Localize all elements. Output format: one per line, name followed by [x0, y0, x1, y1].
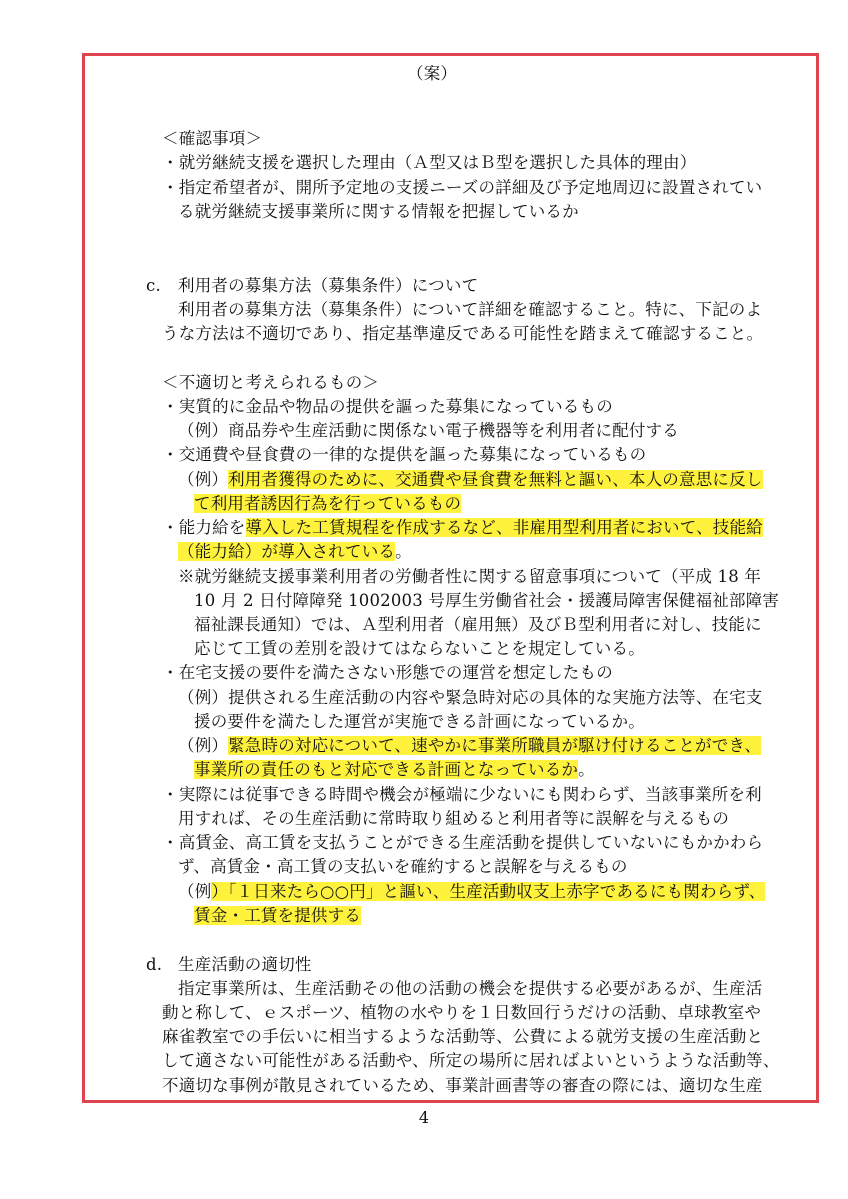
- example-prefix: （例）: [178, 470, 229, 489]
- bullet-4-example-1-line-1: （例）提供される生産活動の内容や緊急時対応の具体的な実施方法等、在宅支: [178, 688, 763, 707]
- note-line-2: 10 月 2 日付障障発 1002003 号厚生労働省社会・援護局障害保健福祉部障害: [194, 591, 780, 610]
- bullet-3-line-1: [162, 516, 763, 540]
- highlighted-text: 利用者獲得のために、交通費や昼食費を無料と謳い、本人の意思に反し: [228, 470, 763, 489]
- bullet-6-line-2: ず、高賃金・高工賃の支払いを確約すると誤解を与えるもの: [178, 857, 628, 876]
- section-d-line-4: して適さない可能性がある活動や、所定の場所に居ればよいというような活動等、: [162, 1051, 780, 1070]
- bullet-2-example-line-1: [178, 468, 763, 492]
- highlighted-text: ）「１日来たら○○円」と謳い、生産活動収支上赤字であるにも関わらず、: [211, 882, 766, 901]
- section-d-marker: d.: [146, 955, 163, 974]
- highlighted-text: 事業所の責任のもと対応できる計画となっているか: [194, 760, 579, 779]
- note-line-4: 応じて工賃の差別を設けてはならないことを規定している。: [194, 639, 645, 658]
- bullet-4-example-2-line-1: [178, 734, 761, 758]
- section-d-title: 生産活動の適切性: [178, 955, 312, 974]
- bullet-2: ・交通費や昼食費の一律的な提供を謳った募集になっているもの: [162, 445, 647, 464]
- bullet-3-line-2: [178, 540, 412, 564]
- bullet-4-example-2-line-2: [194, 758, 595, 782]
- bullet-1-example: （例）商品券や生産活動に関係ない電子機器等を利用者に配付する: [178, 421, 679, 440]
- confirm-heading: ＜確認事項＞: [162, 129, 263, 148]
- bullet-3-prefix: ・能力給を: [162, 518, 246, 537]
- section-d-line-3: 麻雀教室での手伝いに相当するような活動等、公費による就労支援の生産活動と: [162, 1027, 764, 1046]
- section-c-intro-line-2: うな方法は不適切であり、指定基準違反である可能性を踏まえて確認すること。: [162, 324, 764, 343]
- bullet-4: ・在宅支援の要件を満たさない形態での運営を想定したもの: [162, 663, 613, 682]
- section-c-intro-line-1: 利用者の募集方法（募集条件）について詳細を確認すること。特に、下記のよ: [178, 300, 763, 319]
- highlighted-text: （能力給）が導入されている: [178, 542, 396, 561]
- page-number: 4: [418, 1108, 430, 1127]
- note-line-3: 福祉課長通知）では、Ａ型利用者（雇用無）及びＢ型利用者に対し、技能に: [194, 615, 762, 634]
- example-prefix: （例: [178, 882, 212, 901]
- bullet-6-line-1: ・高賃金、高工賃を支払うことができる生産活動を提供していないにもかかわら: [162, 833, 764, 852]
- confirm-item-2-line-2: る就労継続支援事業所に関する情報を把握しているか: [178, 202, 579, 221]
- bullet-6-example-line-2: [194, 904, 361, 928]
- bullet-3-suffix: 。: [395, 542, 412, 561]
- bullet-6-example-line-1: [178, 880, 765, 904]
- section-d-line-1: 指定事業所は、生産活動その他の活動の機会を提供する必要があるが、生産活: [178, 979, 763, 998]
- highlighted-text: 賃金・工賃を提供する: [194, 906, 361, 925]
- note-line-1: ※就労継続支援事業利用者の労働者性に関する留意事項について（平成 18 年: [178, 567, 762, 586]
- confirm-item-1: ・就労継続支援を選択した理由（Ａ型又はＢ型を選択した具体的理由）: [162, 153, 697, 172]
- section-d-line-5: 不適切な事例が散見されているため、事業計画書等の審査の際には、適切な生産: [162, 1076, 763, 1095]
- improper-heading: ＜不適切と考えられるもの＞: [162, 373, 380, 392]
- bullet-4-example-1-line-2: 援の要件を満たした運営が実施できる計画になっているか。: [194, 712, 645, 731]
- example-prefix: （例）: [178, 736, 229, 755]
- section-c-title: 利用者の募集方法（募集条件）について: [178, 276, 479, 295]
- section-d-line-2: 動と称して、ｅスポーツ、植物の水やりを１日数回行うだけの活動、卓球教室や: [162, 1003, 762, 1022]
- highlighted-text: 導入した工賃規程を作成するなど、非雇用型利用者において、技能給: [245, 518, 763, 537]
- highlighted-text: 緊急時の対応について、速やかに事業所職員が駆け付けることができ、: [228, 736, 762, 755]
- bullet-5-line-2: 用すれば、その生産活動に常時取り組めると利用者等に誤解を与えるもの: [178, 809, 730, 828]
- example-suffix: 。: [578, 760, 595, 779]
- bullet-1: ・実質的に金品や物品の提供を謳った募集になっているもの: [162, 397, 613, 416]
- highlighted-text: て利用者誘因行為を行っているもの: [194, 494, 462, 513]
- confirm-item-2-line-1: ・指定希望者が、開所予定地の支援ニーズの詳細及び予定地周辺に設置されてい: [162, 178, 763, 197]
- bullet-2-example-line-2: [194, 492, 461, 516]
- draft-label: （案）: [407, 64, 458, 83]
- section-c-marker: c.: [146, 276, 161, 295]
- bullet-5-line-1: ・実際には従事できる時間や機会が極端に少ないにも関わらず、当該事業所を利: [162, 785, 762, 804]
